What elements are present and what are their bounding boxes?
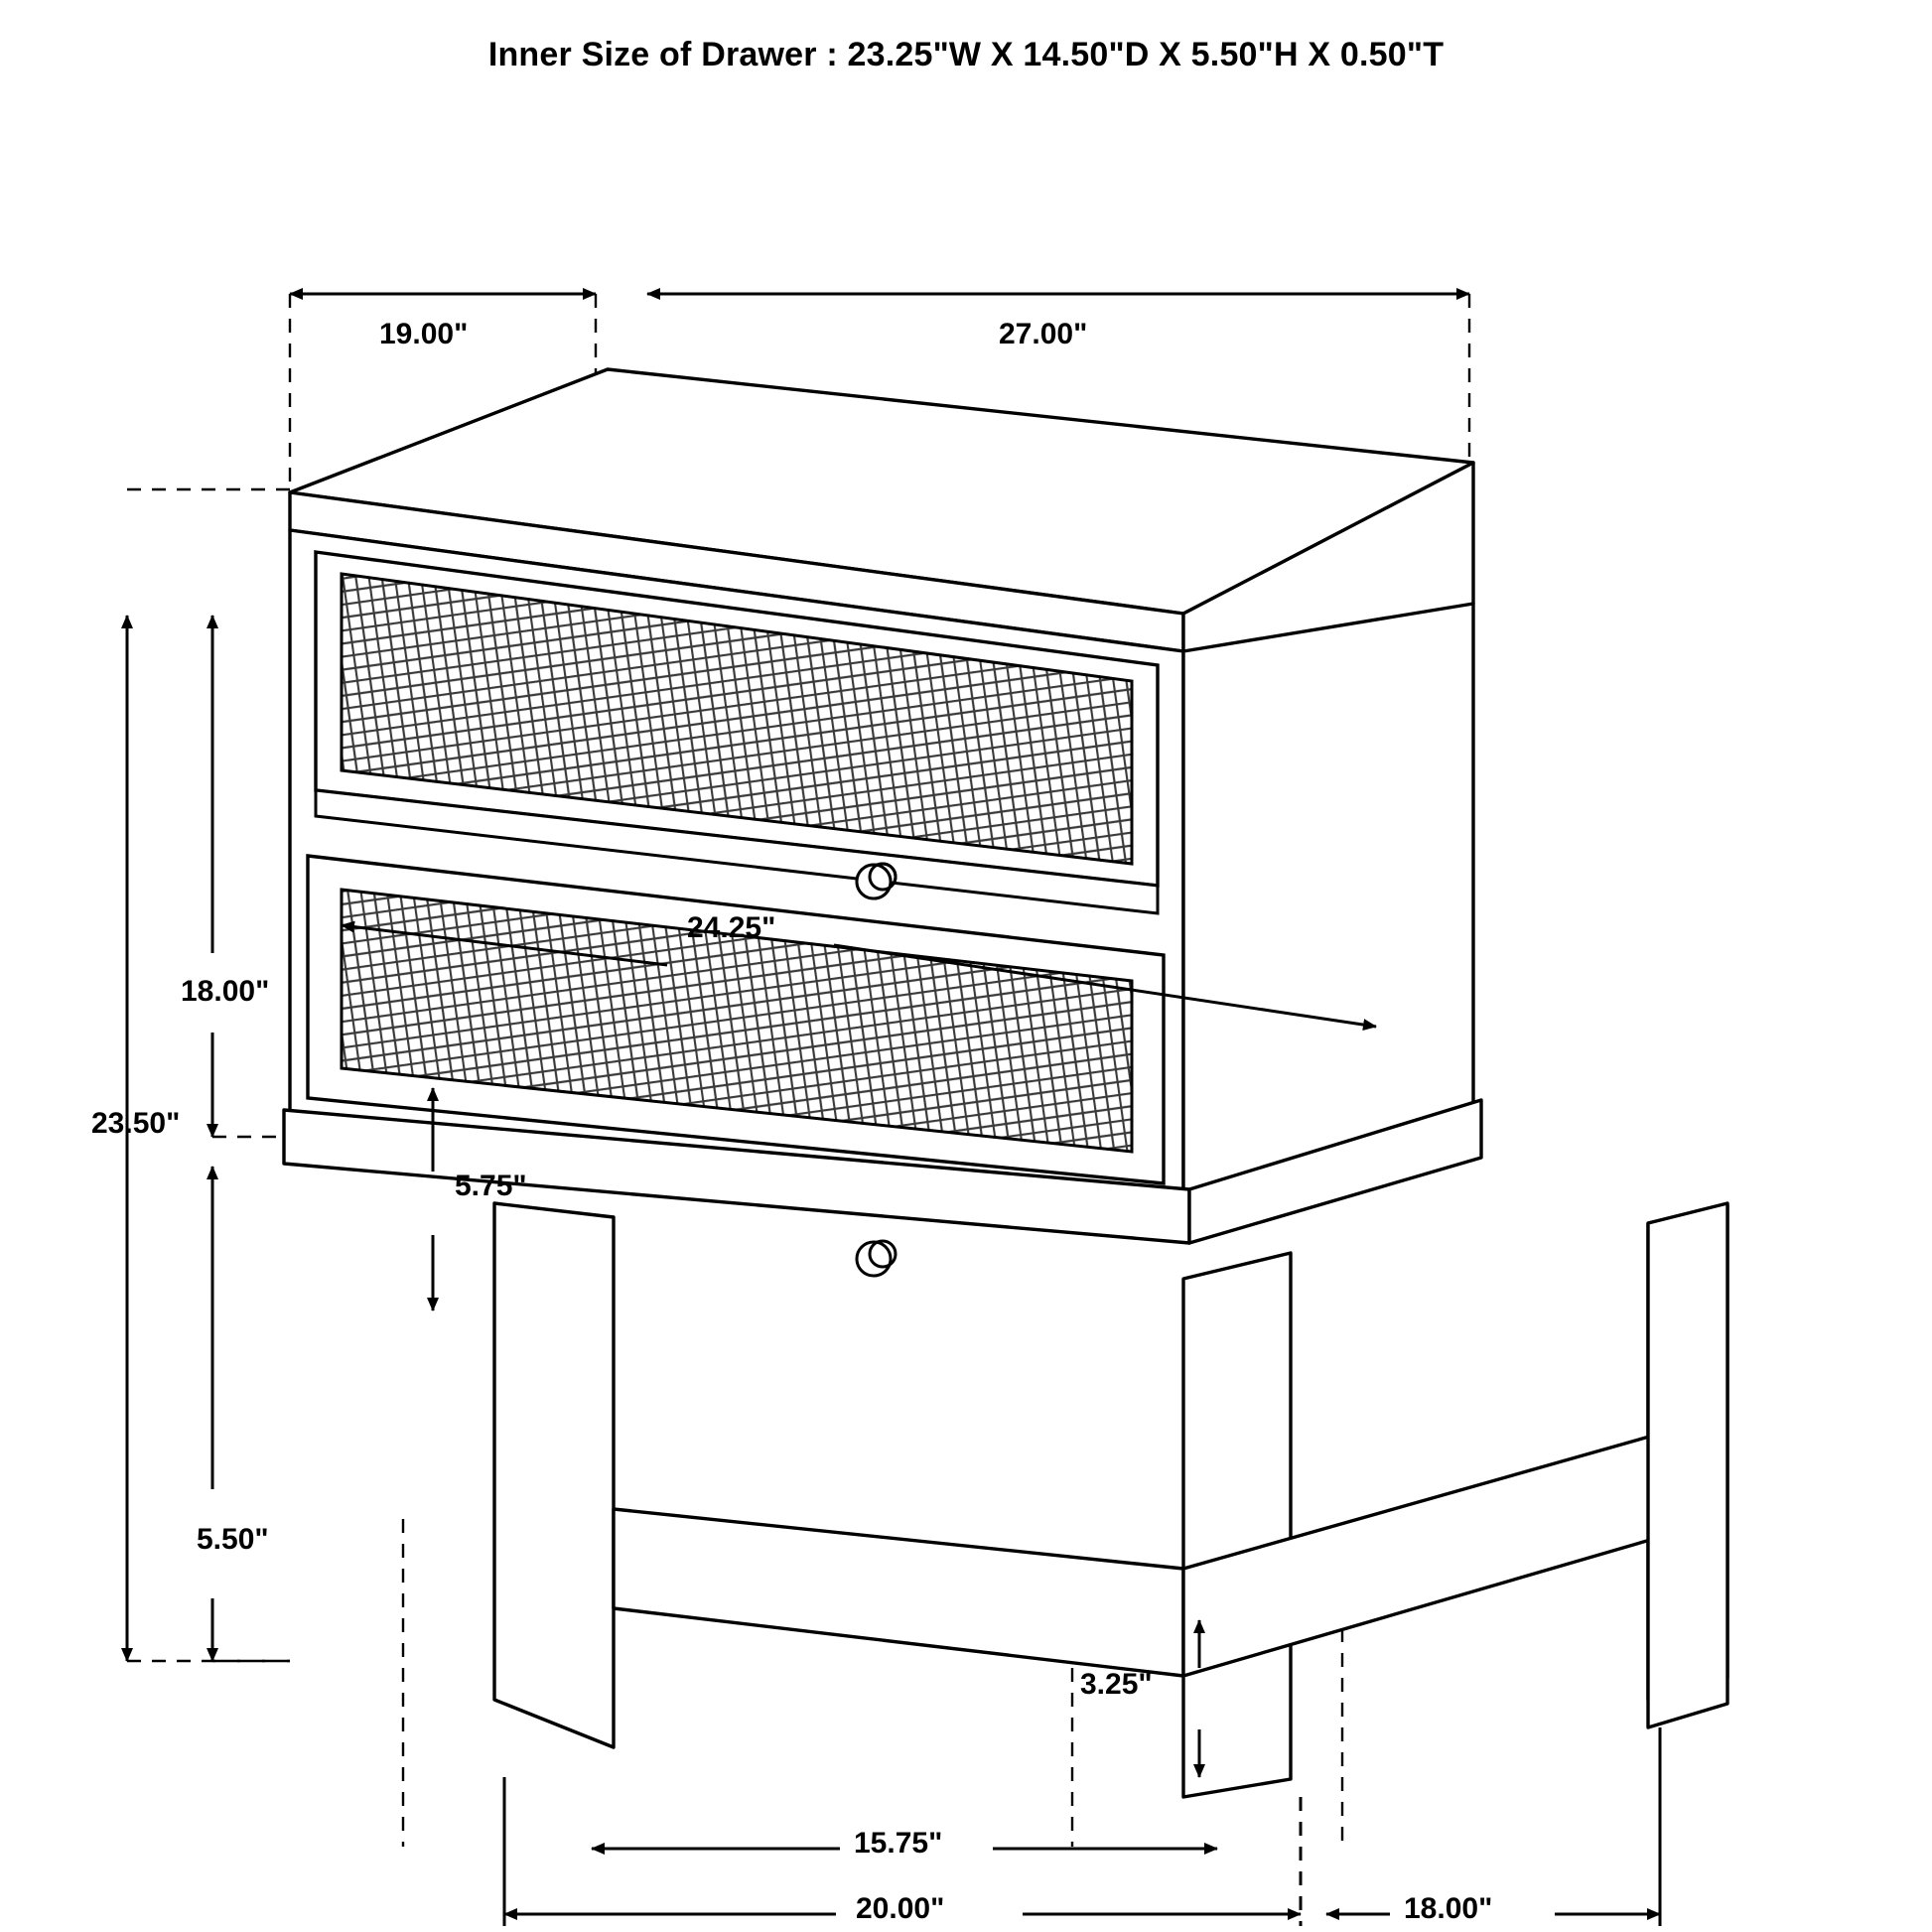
dim-label-18-side: 18.00" (1404, 1892, 1493, 1925)
page-title: Inner Size of Drawer : 23.25"W X 14.50"D X 5.50"H X 0.50"T (487, 36, 1445, 73)
leg-back-right (1648, 1203, 1727, 1727)
leg-front-right (1183, 1253, 1291, 1797)
stretcher-front (614, 1509, 1183, 1676)
dim-label-3-25: 3.25" (1080, 1668, 1153, 1701)
dim-label-27: 27.00" (999, 318, 1088, 350)
dim-label-23-50: 23.50" (91, 1107, 181, 1140)
dim-label-15-75: 15.75" (854, 1827, 943, 1860)
dim-label-5-50: 5.50" (197, 1523, 269, 1556)
leg-front-left (494, 1203, 614, 1747)
dim-label-19: 19.00" (379, 318, 469, 350)
drawer-lower-knob-icon (857, 1241, 896, 1276)
dim-label-24-25: 24.25" (687, 911, 776, 944)
dim-label-20: 20.00" (856, 1892, 945, 1925)
legs (494, 1203, 1727, 1797)
dim-label-5-75: 5.75" (455, 1170, 527, 1202)
dim-label-18: 18.00" (181, 975, 270, 1008)
